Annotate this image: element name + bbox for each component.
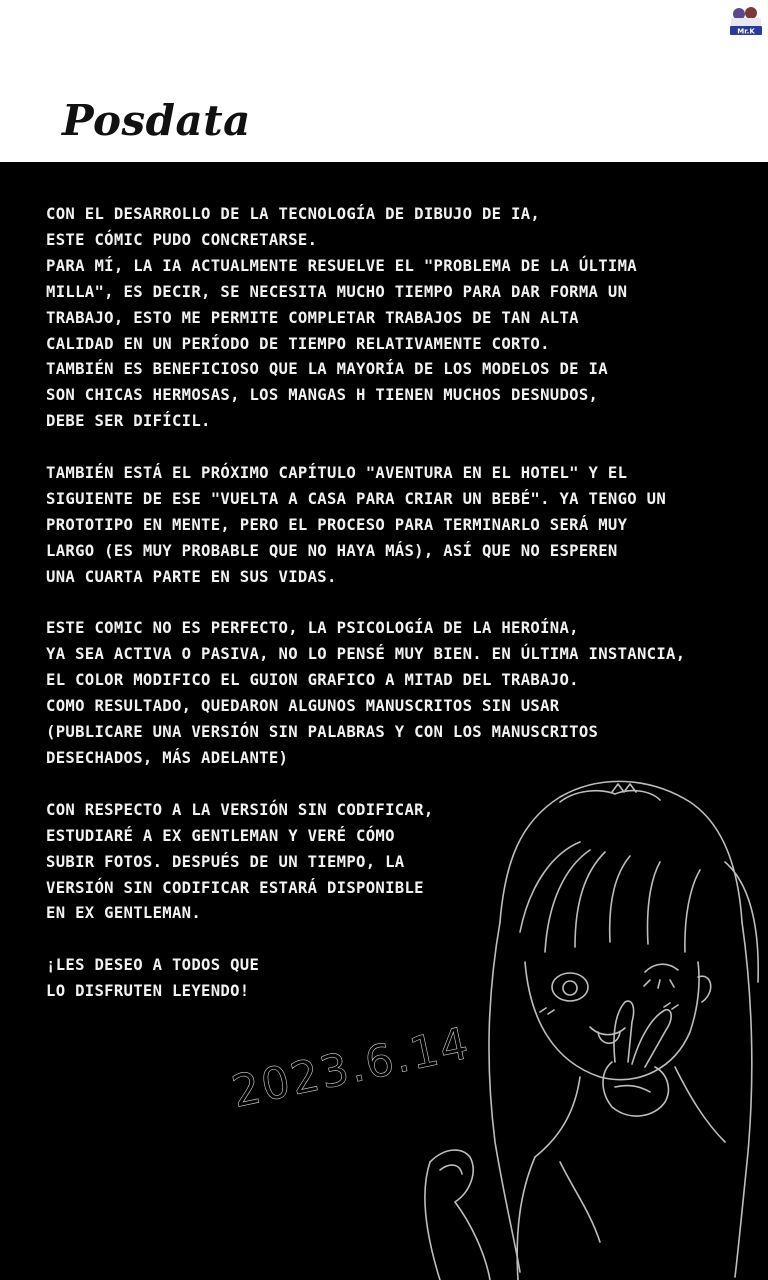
paragraph-ai-technology: CON EL DESARROLLO DE LA TECNOLOGÍA DE DIBUJO DE IA, ESTE CÓMIC PUDO CONCRETARSE. PARA MÍ, LA IA ACTUALMENTE RESUELVE EL "PROBLEMA DE LA ÚLTIMA MILLA", ES DECIR, SE NECESITA MUCHO TIEMPO PARA DAR FORMA UN TRABAJO, ESTO ME PERMITE COMPLETAR TRABAJOS DE TAN ALTA CALIDAD EN UN PERÍODO DE TIEMPO RELATIVAMENTE CORTO. TAMBIÉN ES BENEFICIOSO QUE LA MAYORÍA DE LOS MODELOS DE IA SON CHICAS HERMOSAS, LOS MANGAS H TIENEN MUCHOS DESNUDOS, DEBE SER DIFÍCIL.: [46, 205, 637, 431]
artist-logo-icon: [729, 4, 763, 36]
paragraph-imperfections: ESTE COMIC NO ES PERFECTO, LA PSICOLOGÍA DE LA HEROÍNA, YA SEA ACTIVA O PASIVA, NO LO PENSÉ MUY BIEN. EN ÚLTIMA INSTANCIA, EL COLOR MODIFICO EL GUION GRAFICO A MITAD DEL TRABAJO. COMO RESULTADO, QUEDARON ALGUNOS MANUSCRITOS SIN USAR (PUBLICARE UNA VERSIÓN SIN PALABRAS Y CON LOS MANUSCRITOS DESECHADOS, MÁS ADELANTE): [46, 619, 686, 767]
page-title: Posdata: [62, 96, 251, 145]
paragraph-closing-wish: ¡LES DESEO A TODOS QUE LO DISFRUTEN LEYENDO!: [46, 956, 260, 1001]
handwritten-date: 2023.6.14: [227, 1017, 475, 1118]
afterword-text: [46, 202, 746, 1005]
paragraph-uncensored-version: CON RESPECTO A LA VERSIÓN SIN CODIFICAR, ESTUDIARÉ A EX GENTLEMAN Y VERÉ CÓMO SUBIR FOTOS. DESPUÉS DE UN TIEMPO, LA VERSIÓN SIN CODIFICAR ESTARÁ DISPONIBLE EN EX GENTLEMAN.: [46, 800, 434, 923]
paragraph-next-chapters: TAMBIÉN ESTÁ EL PRÓXIMO CAPÍTULO "AVENTURA EN EL HOTEL" Y EL SIGUIENTE DE ESE "VUELTA A CASA PARA CRIAR UN BEBÉ". YA TENGO UN PROTOTIPO EN MENTE, PERO EL PROCESO PARA TERMINARLO SERÁ MUY LARGO (ES MUY PROBABLE QUE NO HAYA MÁS), ASÍ QUE NO ESPEREN UNA CUARTA PARTE EN SUS VIDAS.: [46, 464, 667, 586]
logo-text: Mr.K: [737, 27, 755, 36]
header: [0, 0, 768, 162]
afterword-panel: [0, 162, 768, 1280]
